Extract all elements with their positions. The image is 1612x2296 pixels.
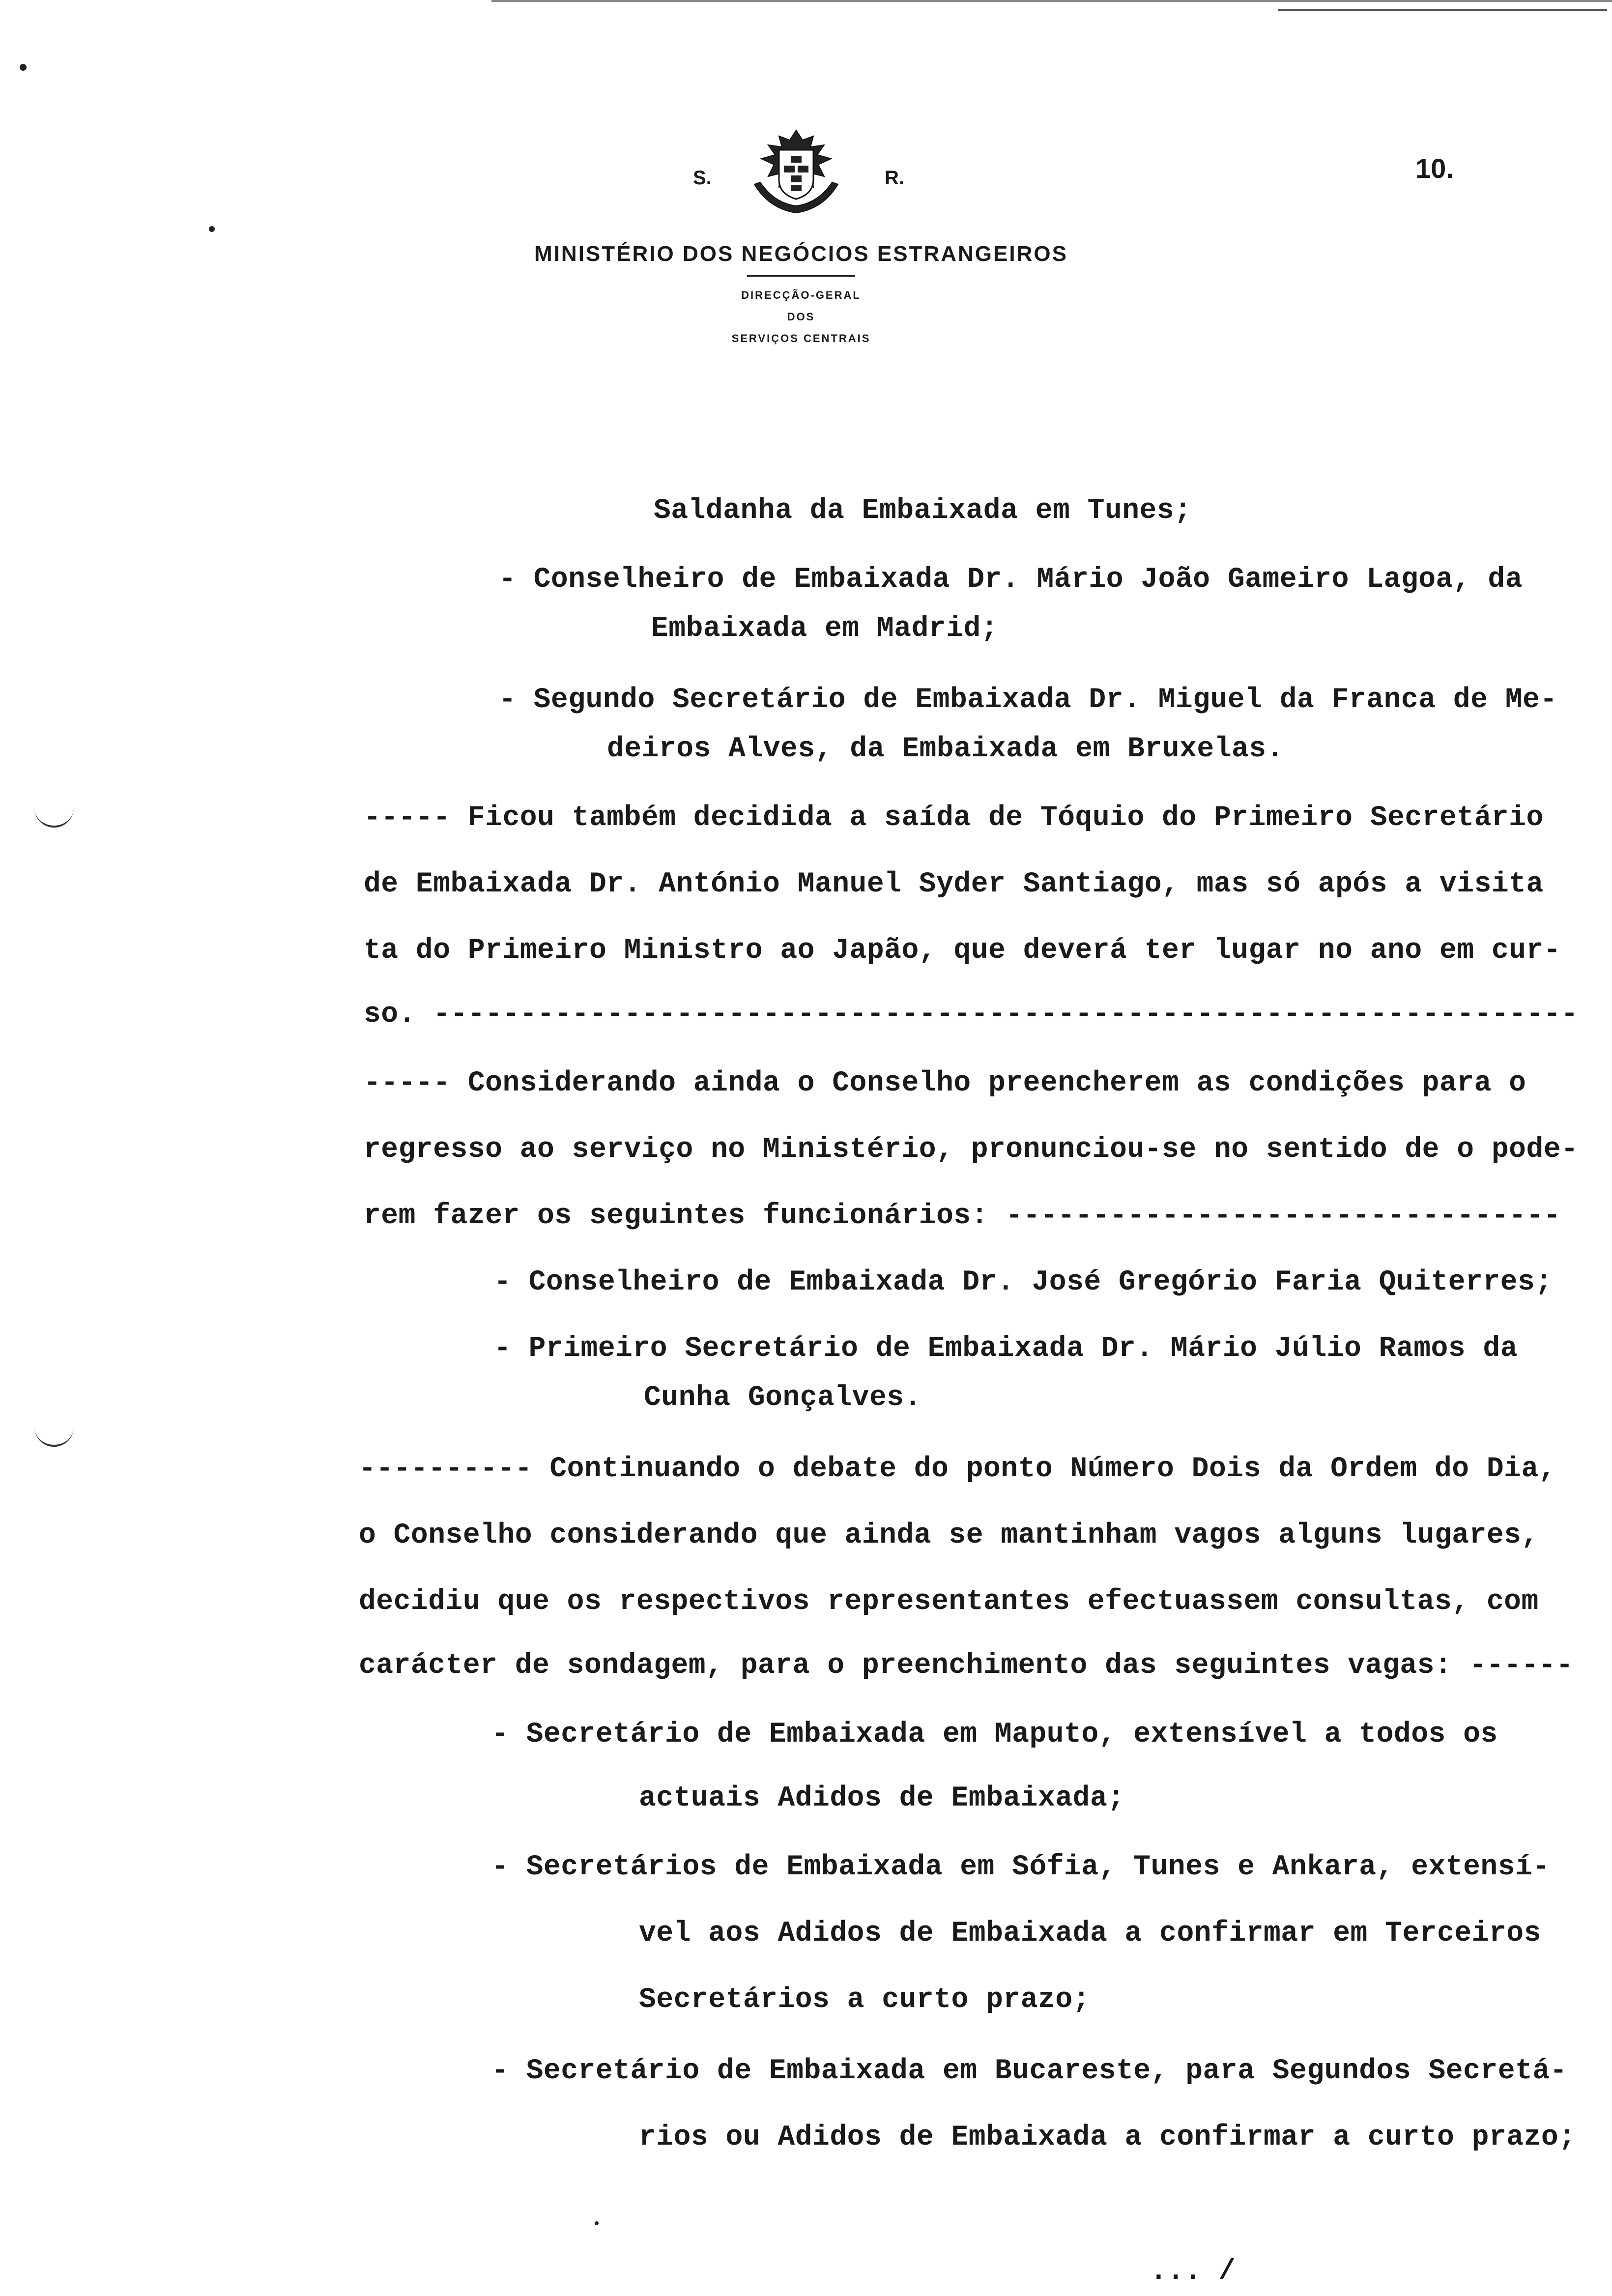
list-item: - Segundo Secretário de Embaixada Dr. Miguel da Franca de Me- xyxy=(499,684,1557,716)
scan-speck xyxy=(209,226,215,232)
coat-of-arms-icon xyxy=(740,125,853,219)
list-item: - Secretários de Embaixada em Sófia, Tunes e Ankara, extensí- xyxy=(491,1851,1550,1883)
seal-left-letter: S. xyxy=(693,167,712,189)
divider xyxy=(747,275,855,277)
paragraph-line: ----- Ficou também decidida a saída de Tóquio do Primeiro Secretário xyxy=(364,802,1544,834)
paragraph-line: rem fazer os seguintes funcionários: -------------------------------- xyxy=(364,1200,1561,1232)
letterhead xyxy=(491,118,1111,349)
department-line: DOS xyxy=(787,311,815,323)
paragraph-line: carácter de sondagem, para o preenchimento das seguintes vagas: ------ xyxy=(359,1650,1574,1682)
text-line: Saldanha da Embaixada em Tunes; xyxy=(654,495,1192,527)
scan-speck xyxy=(595,2221,599,2225)
paragraph-line: o Conselho considerando que ainda se mantinham vagos alguns lugares, xyxy=(359,1520,1539,1551)
text-line: actuais Adidos de Embaixada; xyxy=(639,1782,1125,1814)
seal-row xyxy=(491,118,1111,216)
list-item: - Conselheiro de Embaixada Dr. José Gregório Faria Quiterres; xyxy=(494,1266,1553,1298)
paragraph-line: so. ------------------------------------------------------------------ xyxy=(364,999,1579,1031)
text-line: Cunha Gonçalves. xyxy=(644,1382,921,1414)
punch-hole-mark xyxy=(34,1425,74,1447)
paragraph-line: regresso ao serviço no Ministério, pronunciou-se no sentido de o pode- xyxy=(364,1134,1579,1166)
text-line: deiros Alves, da Embaixada em Bruxelas. xyxy=(607,733,1284,765)
list-item: - Conselheiro de Embaixada Dr. Mário João Gameiro Lagoa, da xyxy=(499,564,1523,596)
paragraph-line: de Embaixada Dr. António Manuel Syder Santiago, mas só após a visita xyxy=(364,868,1544,900)
list-item: - Secretário de Embaixada em Bucareste, para Segundos Secretá- xyxy=(491,2055,1567,2087)
department-line: DIRECÇÃO-GERAL xyxy=(741,289,861,301)
text-line: rios ou Adidos de Embaixada a confirmar a curto prazo; xyxy=(639,2122,1576,2153)
scan-speck xyxy=(20,64,27,71)
list-item: - Primeiro Secretário de Embaixada Dr. Mário Júlio Ramos da xyxy=(494,1333,1518,1365)
text-line: vel aos Adidos de Embaixada a confirmar em Terceiros xyxy=(639,1918,1541,1950)
text-line: Embaixada em Madrid; xyxy=(651,613,999,645)
paragraph-line: ----- Considerando ainda o Conselho preencherem as condições para o xyxy=(364,1067,1526,1099)
text-line: Secretários a curto prazo; xyxy=(639,1984,1090,2016)
page-number: 10. xyxy=(1415,153,1454,184)
department-line: SERVIÇOS CENTRAIS xyxy=(731,332,871,344)
punch-hole-mark xyxy=(34,806,74,828)
paragraph-line: decidiu que os respectivos representantes efectuassem consultas, com xyxy=(359,1586,1539,1618)
ministry-name: MINISTÉRIO DOS NEGÓCIOS ESTRANGEIROS xyxy=(534,242,1068,266)
seal-right-letter: R. xyxy=(885,167,904,189)
scan-edge xyxy=(491,0,1612,2)
paragraph-line: ---------- Continuando o debate do ponto Número Dois da Ordem do Dia, xyxy=(359,1453,1556,1485)
paragraph-line: ta do Primeiro Ministro ao Japão, que deverá ter lugar no ano em cur- xyxy=(364,935,1561,967)
scan-edge xyxy=(1278,9,1607,11)
list-item: - Secretário de Embaixada em Maputo, extensível a todos os xyxy=(491,1719,1498,1751)
continuation-mark: ... / xyxy=(1150,2256,1236,2288)
